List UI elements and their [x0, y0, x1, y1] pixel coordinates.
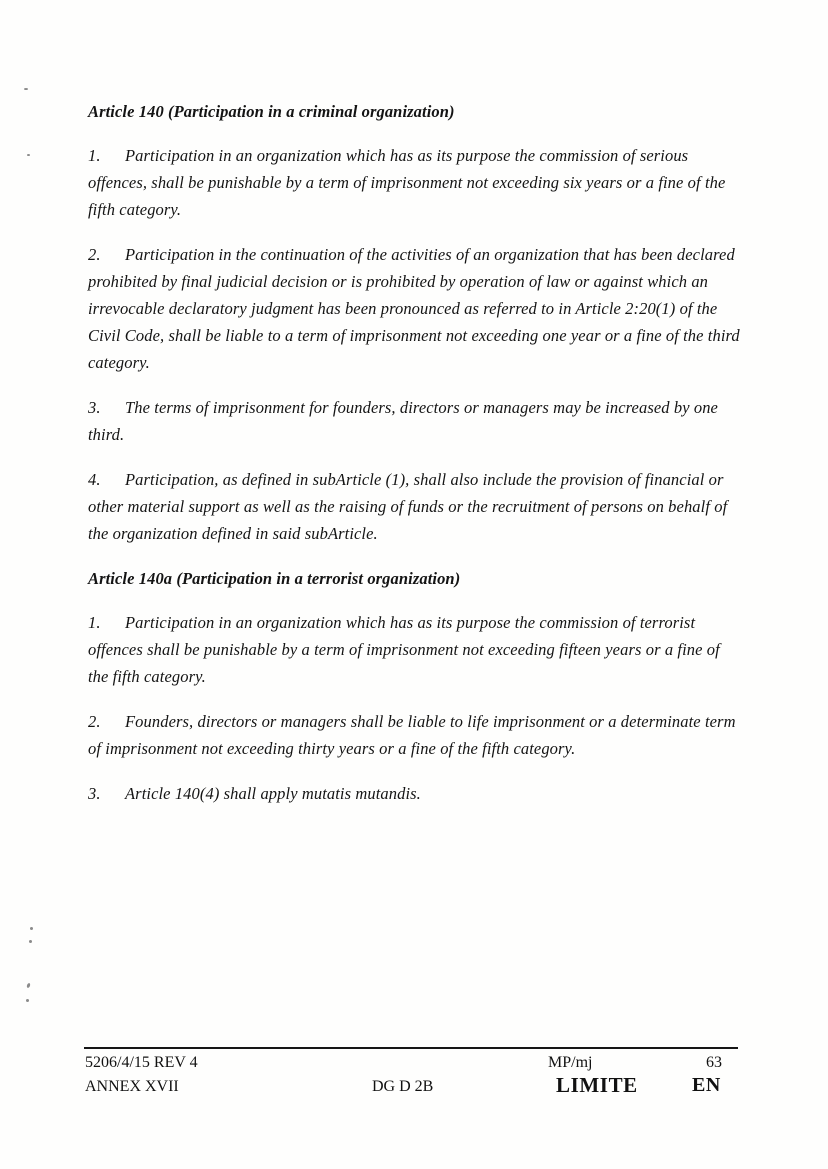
- paragraph: [88, 466, 742, 547]
- paragraph-text: Participation in an organization which has as its purpose the commission of terrorist offences shall be punishable by a term of imprisonment not exceeding fifteen years or a fine of the fifth category.: [88, 613, 720, 686]
- paragraph: [88, 780, 742, 807]
- paragraph-number: 4.: [88, 470, 101, 489]
- article-140a-section: [88, 565, 742, 807]
- paragraph-number: 2.: [88, 712, 101, 731]
- paragraph-text: Participation in an organization which has as its purpose the commission of serious offences, shall be punishable by a term of imprisonment not exceeding six years or a fine of the fifth category.: [88, 146, 726, 219]
- paragraph: [88, 241, 742, 376]
- footer-department: DG D 2B: [372, 1078, 434, 1095]
- paragraph-number: 1.: [88, 613, 101, 632]
- article-140-section: [88, 98, 742, 547]
- paragraph-text: Article 140(4) shall apply mutatis mutandis.: [125, 784, 421, 803]
- document-body: [88, 98, 742, 825]
- scan-artifact: [24, 88, 28, 90]
- page-footer: [0, 1047, 828, 1117]
- article-140a-heading: Article 140a (Participation in a terrorist organization): [88, 569, 461, 588]
- article-140-heading: Article 140 (Participation in a criminal organization): [88, 102, 455, 121]
- paragraph-number: 1.: [88, 146, 101, 165]
- paragraph: [88, 394, 742, 448]
- scan-artifact: [29, 940, 32, 943]
- scan-artifact: [27, 154, 30, 156]
- paragraph-text: Participation in the continuation of the activities of an organization that has been declared prohibited by final judicial decision or is prohibited by operation of law or against which an irrevocable declaratory judgment has been pronounced as referred to in Article 2:20(1) of the Civil Code, shall be liable to a term of imprisonment not exceeding one year or a fine of the third category.: [88, 245, 740, 372]
- paragraph: [88, 708, 742, 762]
- footer-rule: [84, 1047, 738, 1049]
- scan-artifact: [26, 999, 29, 1002]
- footer-page-number: 63: [706, 1054, 722, 1071]
- paragraph-number: 3.: [88, 784, 101, 803]
- footer-language: EN: [692, 1074, 721, 1096]
- scan-artifact: [30, 927, 33, 930]
- paragraph-number: 3.: [88, 398, 101, 417]
- paragraph-number: 2.: [88, 245, 101, 264]
- paragraph: [88, 142, 742, 223]
- paragraph-text: The terms of imprisonment for founders, directors or managers may be increased by one third.: [88, 398, 718, 444]
- paragraph-text: Participation, as defined in subArticle (1), shall also include the provision of financial or other material support as well as the raising of funds or the recruitment of persons on behalf of the organization defined in said subArticle.: [88, 470, 728, 543]
- paragraph: [88, 609, 742, 690]
- footer-doc-reference: 5206/4/15 REV 4: [85, 1054, 198, 1071]
- paragraph-text: Founders, directors or managers shall be liable to life imprisonment or a determinate term of imprisonment not exceeding thirty years or a fine of the fifth category.: [88, 712, 736, 758]
- footer-initials: MP/mj: [548, 1054, 593, 1071]
- scan-artifact: [26, 983, 31, 989]
- footer-annex: ANNEX XVII: [85, 1078, 179, 1095]
- footer-classification: LIMITE: [556, 1073, 638, 1097]
